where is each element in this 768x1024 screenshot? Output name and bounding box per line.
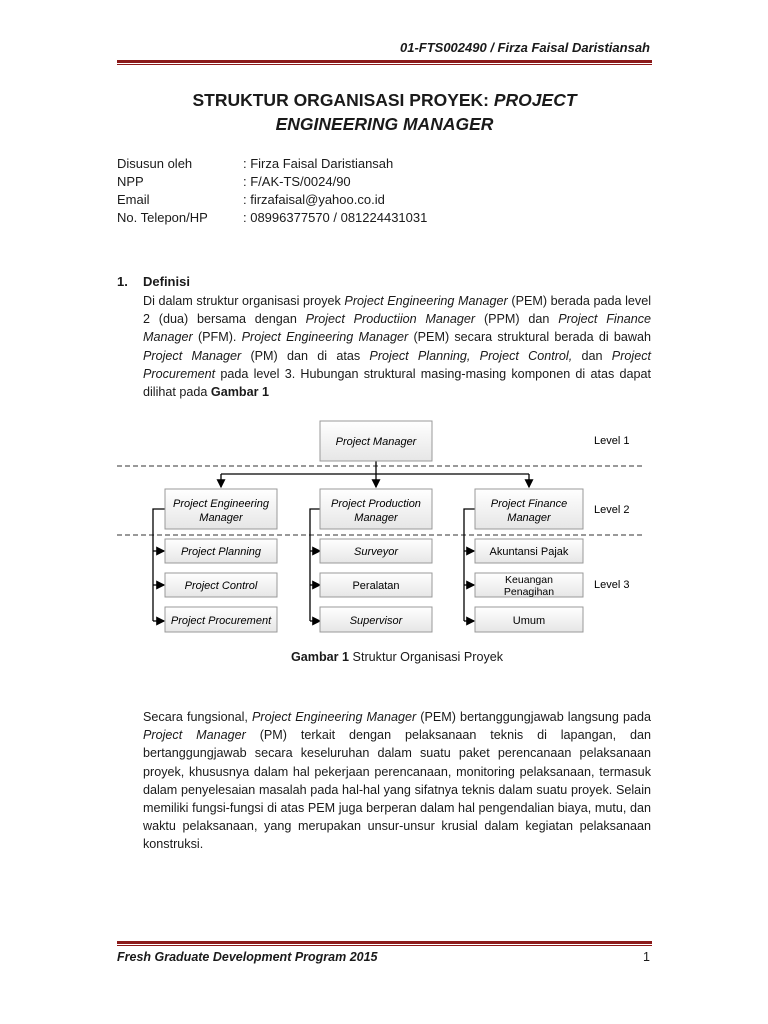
- definition-paragraph: Di dalam struktur organisasi proyek Project Engineering Manager (PEM) berada pada level 2 (dua) bersama dengan Project Productiion Manager (PPM) dan Project Finance Manager (PFM). Project Engineering Manager (PEM) secara struktural berada di bawah Project Manager (PM) dan di atas Project Planning, Project Control, dan Project Procurement pada level 3. Hubungan struktural masing-masing komponen di atas dapat dilihat pada Gambar 1: [143, 294, 652, 400]
- footer-program: Fresh Graduate Development Program 2015: [117, 950, 378, 964]
- level-2-label: Level 2: [594, 504, 630, 516]
- supervisor-label: Supervisor: [349, 615, 403, 627]
- engineering-manager-label: Project Engineering: [172, 498, 270, 510]
- title-line2: ENGINEERING MANAGER: [275, 114, 494, 134]
- finance-manager-label: Project Finance: [490, 498, 568, 510]
- production-manager-label: Project Production: [331, 498, 421, 510]
- penagihan-label: Penagihan: [503, 586, 555, 598]
- engineering-manager-label: Manager: [199, 512, 243, 524]
- project-control-label: Project Control: [184, 580, 258, 592]
- production-manager-label: Manager: [354, 512, 398, 524]
- page-number: 1: [643, 950, 650, 964]
- meta-value: : firzafaisal@yahoo.co.id: [243, 192, 385, 207]
- umum-label: Umum: [512, 615, 546, 627]
- project-procurement-label: Project Procurement: [170, 615, 272, 627]
- akuntansi-pajak-label: Akuntansi Pajak: [489, 546, 569, 558]
- footer-rule: [117, 941, 652, 944]
- meta-key: Disusun oleh: [117, 156, 193, 171]
- footer-rule-thin: [117, 945, 652, 946]
- level-3-label: Level 3: [594, 579, 630, 591]
- figure-caption: Gambar 1 Struktur Organisasi Proyek: [290, 650, 504, 664]
- title-text: STRUKTUR ORGANISASI PROYEK:: [192, 90, 494, 110]
- functional-paragraph: Secara fungsional, Project Engineering Manager (PEM) bertanggungjawab langsung pada Project Manager (PM) terkait dengan pelaksanaan teknis di lapangan, dan bertanggungjawab secara keseluruhan dalam suatu paket perencanaan pelaksanaan proyek, khususnya dalam hal pekerjaan perencanaan, monitoring pelaksanaan, termasuk dalam penyelesaian masalah pada hal-hal yang sifatnya teknis dalam suatu proyek. Selain memiliki fungsi-fungsi di atas PEM juga berperan dalam hal pengendalian biaya, mutu, dan waktu pelaksanaan, yang merupakan unsur-unsur krusial dalam kegiatan pelaksanaan konstruksi.: [143, 710, 651, 852]
- keuangan-label: Keuangan: [505, 574, 553, 586]
- surveyor-label: Surveyor: [353, 546, 399, 558]
- peralatan-label: Peralatan: [352, 580, 400, 592]
- meta-key: Email: [117, 192, 150, 207]
- meta-key: No. Telepon/HP: [117, 210, 208, 225]
- meta-key: NPP: [117, 174, 144, 189]
- section-title: Definisi: [143, 274, 190, 289]
- level-1-label: Level 1: [594, 435, 630, 447]
- finance-manager-label: Manager: [507, 512, 551, 524]
- section-number: 1.: [117, 274, 128, 289]
- document-id: 01-FTS002490 / Firza Faisal Daristiansah: [399, 40, 650, 55]
- project-manager-label: Project Manager: [335, 436, 417, 448]
- title-italic: PROJECT: [493, 90, 577, 110]
- meta-value: : F/AK-TS/0024/90: [243, 174, 351, 189]
- meta-value: : Firza Faisal Daristiansah: [243, 156, 394, 171]
- project-planning-label: Project Planning: [180, 546, 262, 558]
- meta-value: : 08996377570 / 081224431031: [243, 210, 428, 225]
